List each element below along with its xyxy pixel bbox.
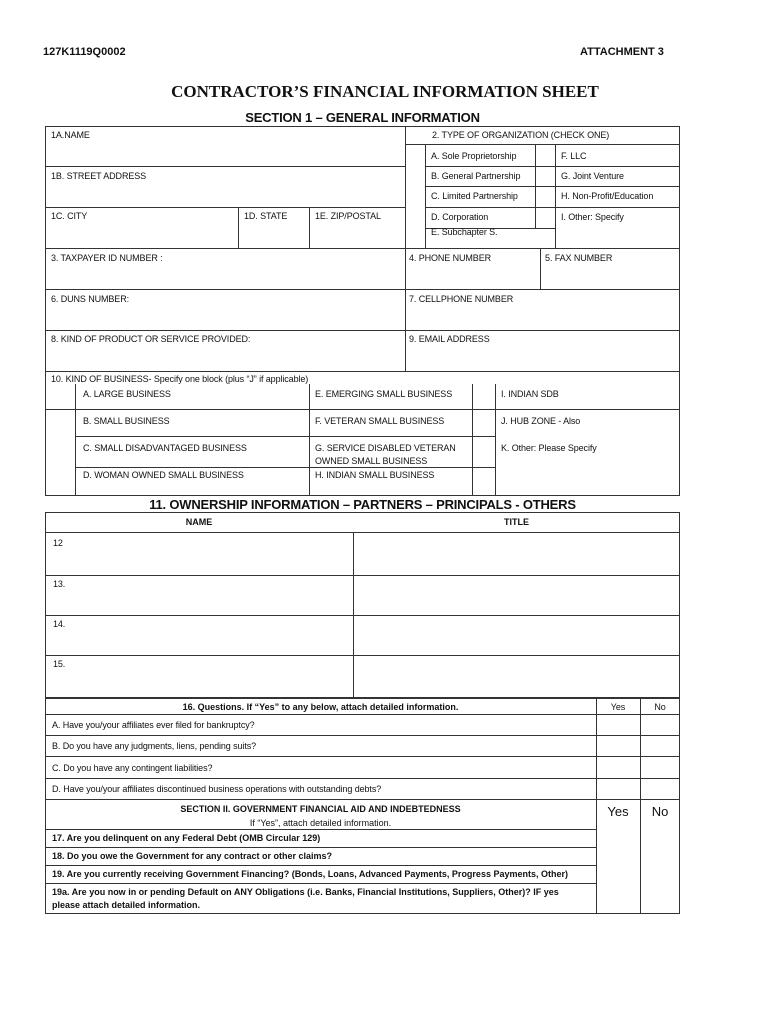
business-option-d: D. WOMAN OWNED SMALL BUSINESS bbox=[83, 470, 244, 480]
question-19: 19. Are you currently receiving Government Financing? (Bonds, Loans, Advanced Payments, Progress Payments, Other) bbox=[52, 869, 568, 879]
question-d: D. Have you/your affiliates discontinued business operations with outstanding debts? bbox=[52, 784, 382, 794]
question-b: B. Do you have any judgments, liens, pending suits? bbox=[52, 741, 257, 751]
org-option-e: E. Subchapter S. bbox=[431, 227, 498, 237]
org-option-i: I. Other: Specify bbox=[561, 212, 624, 222]
questions-heading: 16. Questions. If “Yes” to any below, attach detailed information. bbox=[182, 702, 459, 712]
business-option-j: J. HUB ZONE - Also bbox=[501, 416, 581, 426]
taxpayer-label: 3. TAXPAYER ID NUMBER : bbox=[51, 253, 163, 263]
business-option-e: E. EMERGING SMALL BUSINESS bbox=[315, 389, 453, 399]
duns-label: 6. DUNS NUMBER: bbox=[51, 294, 130, 304]
business-option-g: G. SERVICE DISABLED VETERAN bbox=[315, 443, 456, 453]
name-label: 1A.NAME bbox=[51, 130, 90, 140]
section2-no-header: No bbox=[651, 804, 669, 819]
no-column-header: No bbox=[654, 702, 666, 712]
page-title: CONTRACTOR’S FINANCIAL INFORMATION SHEET bbox=[171, 82, 599, 101]
owner-row-14: 14. bbox=[53, 619, 66, 629]
org-option-g: G. Joint Venture bbox=[561, 171, 624, 181]
business-option-b: B. SMALL BUSINESS bbox=[83, 416, 170, 426]
question-17: 17. Are you delinquent on any Federal Debt (OMB Circular 129) bbox=[52, 833, 321, 843]
form-code: 127K1119Q0002 bbox=[43, 46, 126, 58]
business-option-h: H. INDIAN SMALL BUSINESS bbox=[315, 470, 435, 480]
owner-row-12: 12 bbox=[53, 538, 63, 548]
owner-row-15: 15. bbox=[53, 659, 66, 669]
question-c: C. Do you have any contingent liabilities? bbox=[52, 763, 213, 773]
question-19a: 19a. Are you now in or pending Default on ANY Obligations (i.e. Banks, Financial Institutions, Suppliers, Other)? IF yes bbox=[52, 887, 559, 897]
name-column-header: NAME bbox=[185, 517, 213, 527]
business-option-c: C. SMALL DISADVANTAGED BUSINESS bbox=[83, 443, 247, 453]
product-label: 8. KIND OF PRODUCT OR SERVICE PROVIDED: bbox=[51, 334, 251, 344]
question-18: 18. Do you owe the Government for any contract or other claims? bbox=[52, 851, 333, 861]
owner-row-13: 13. bbox=[53, 579, 66, 589]
org-option-f: F. LLC bbox=[561, 151, 587, 161]
question-19a-cont: please attach detailed information. bbox=[52, 900, 201, 910]
cellphone-label: 7. CELLPHONE NUMBER bbox=[409, 294, 514, 304]
business-option-f: F. VETERAN SMALL BUSINESS bbox=[315, 416, 445, 426]
question-a: A. Have you/your affiliates ever filed for bankruptcy? bbox=[52, 720, 255, 730]
org-option-c: C. Limited Partnership bbox=[431, 191, 518, 201]
section2-yes-header: Yes bbox=[607, 804, 629, 819]
title-column-header: TITLE bbox=[504, 517, 529, 527]
state-label: 1D. STATE bbox=[244, 211, 288, 221]
business-option-i: I. INDIAN SDB bbox=[501, 389, 559, 399]
section1-title: SECTION 1 – GENERAL INFORMATION bbox=[245, 110, 480, 125]
street-label: 1B. STREET ADDRESS bbox=[51, 171, 147, 181]
section2-title: SECTION II. GOVERNMENT FINANCIAL AID AND INDEBTEDNESS bbox=[180, 804, 461, 814]
org-option-h: H. Non-Profit/Education bbox=[561, 191, 654, 201]
org-type-label: 2. TYPE OF ORGANIZATION (CHECK ONE) bbox=[432, 130, 610, 140]
business-option-g-cont: OWNED SMALL BUSINESS bbox=[315, 456, 428, 466]
section1-border bbox=[45, 126, 680, 496]
business-option-k: K. Other: Please Specify bbox=[501, 443, 597, 453]
section11-title: 11. OWNERSHIP INFORMATION – PARTNERS – PRINCIPALS - OTHERS bbox=[149, 497, 576, 512]
attachment-label: ATTACHMENT 3 bbox=[580, 46, 664, 58]
fax-label: 5. FAX NUMBER bbox=[545, 253, 613, 263]
zip-label: 1E. ZIP/POSTAL bbox=[315, 211, 381, 221]
section2-subtitle: If “Yes”, attach detailed information. bbox=[249, 818, 392, 828]
org-option-a: A. Sole Proprietorship bbox=[431, 151, 517, 161]
org-option-d: D. Corporation bbox=[431, 212, 489, 222]
yes-column-header: Yes bbox=[610, 702, 626, 712]
phone-label: 4. PHONE NUMBER bbox=[409, 253, 492, 263]
org-option-b: B. General Partnership bbox=[431, 171, 521, 181]
business-option-a: A. LARGE BUSINESS bbox=[83, 389, 171, 399]
email-label: 9. EMAIL ADDRESS bbox=[409, 334, 490, 344]
business-kind-label: 10. KIND OF BUSINESS- Specify one block (plus “J” if applicable) bbox=[51, 374, 309, 384]
city-label: 1C. CITY bbox=[51, 211, 88, 221]
